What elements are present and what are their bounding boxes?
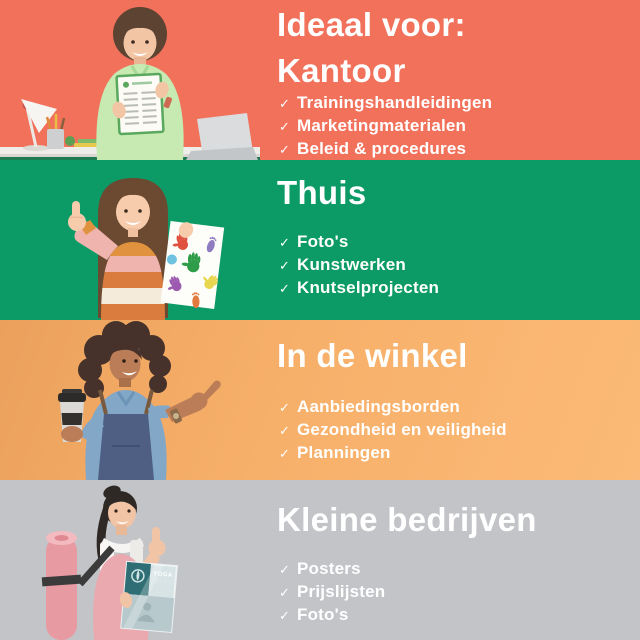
- check-icon: ✓: [279, 400, 291, 415]
- coffee-cup: [58, 389, 86, 442]
- checklist-item: [279, 253, 439, 276]
- section-thuis-content: [277, 160, 632, 320]
- check-icon: ✓: [279, 281, 291, 296]
- checklist-item-label: Planningen: [297, 443, 391, 462]
- girl: [68, 178, 227, 320]
- checklist-item-label: Foto's: [297, 232, 349, 251]
- section-in-de-winkel: [0, 320, 640, 480]
- check-icon: ✓: [279, 562, 291, 577]
- pencil-cup: [47, 114, 64, 149]
- section-heading-kantoor: Kantoor: [277, 52, 406, 89]
- checklist-item-label: Kunstwerken: [297, 255, 406, 274]
- checklist-item: [279, 603, 385, 626]
- checklist-item-label: Aanbiedingsborden: [297, 397, 461, 416]
- checklist-item-label: Foto's: [297, 605, 349, 624]
- check-icon: ✓: [279, 258, 291, 273]
- checklist-kleine-bedrijven: [277, 557, 385, 626]
- yoga-mat: [42, 531, 82, 640]
- checklist-item: [279, 91, 492, 114]
- section-in-de-winkel-content: [277, 320, 632, 480]
- checklist-item: [279, 230, 439, 253]
- check-icon: ✓: [279, 96, 291, 111]
- checklist-kantoor: [277, 91, 492, 160]
- check-icon: ✓: [279, 446, 291, 461]
- checklist-item: [279, 276, 439, 299]
- yoga-woman: [42, 483, 178, 640]
- checklist-item-label: Prijslijsten: [297, 582, 386, 601]
- check-icon: ✓: [279, 142, 291, 157]
- photo-barista: [0, 320, 260, 480]
- girl-illustration: [0, 160, 260, 320]
- check-icon: ✓: [279, 585, 291, 600]
- yoga-woman-illustration: [0, 480, 260, 640]
- poster-subtitle-text: LOUNGE: [152, 578, 177, 586]
- checklist-item: [279, 441, 507, 464]
- checklist-item: [279, 580, 385, 603]
- checklist-item: [279, 395, 507, 418]
- check-icon: ✓: [279, 608, 291, 623]
- section-kantoor: [0, 0, 640, 160]
- barista-woman: [58, 321, 221, 480]
- checklist-item-label: Trainingshandleidingen: [297, 93, 493, 112]
- checklist-thuis: [277, 230, 439, 299]
- section-thuis: [0, 160, 640, 320]
- barista-illustration: [0, 320, 260, 480]
- check-icon: ✓: [279, 119, 291, 134]
- checklist-item-label: Posters: [297, 559, 361, 578]
- section-kleine-bedrijven: [0, 480, 640, 640]
- office-woman-illustration: [0, 0, 260, 160]
- handprint-artwork: [160, 221, 227, 311]
- photo-girl-artwork: [0, 160, 260, 320]
- checklist-item-label: Gezondheid en veiligheid: [297, 420, 507, 439]
- thumbs-up-hand: [68, 201, 86, 231]
- page-title: Ideaal voor:: [277, 6, 466, 43]
- photo-office-woman: [0, 0, 260, 160]
- checklist-item: [279, 418, 507, 441]
- laminated-document: [117, 74, 164, 134]
- office-woman: [96, 7, 183, 160]
- laptop: [186, 113, 258, 160]
- section-kleine-bedrijven-content: [277, 480, 632, 640]
- checklist-item-label: Marketingmaterialen: [297, 116, 467, 135]
- checklist-item-label: Beleid & procedures: [297, 139, 467, 158]
- poster-title-text: YOGA: [152, 571, 173, 579]
- section-kantoor-content: [277, 0, 632, 160]
- section-heading-kleine-bedrijven: Kleine bedrijven: [277, 501, 537, 538]
- photo-yoga-woman: [0, 480, 260, 640]
- section-heading-thuis: Thuis: [277, 174, 367, 211]
- checklist-item: [279, 114, 492, 137]
- checklist-item-label: Knutselprojecten: [297, 278, 440, 297]
- check-icon: ✓: [279, 235, 291, 250]
- section-heading-in-de-winkel: In de winkel: [277, 337, 468, 374]
- checklist-item: [279, 137, 492, 160]
- check-icon: ✓: [279, 423, 291, 438]
- checklist-item: [279, 557, 385, 580]
- checklist-in-de-winkel: [277, 395, 507, 464]
